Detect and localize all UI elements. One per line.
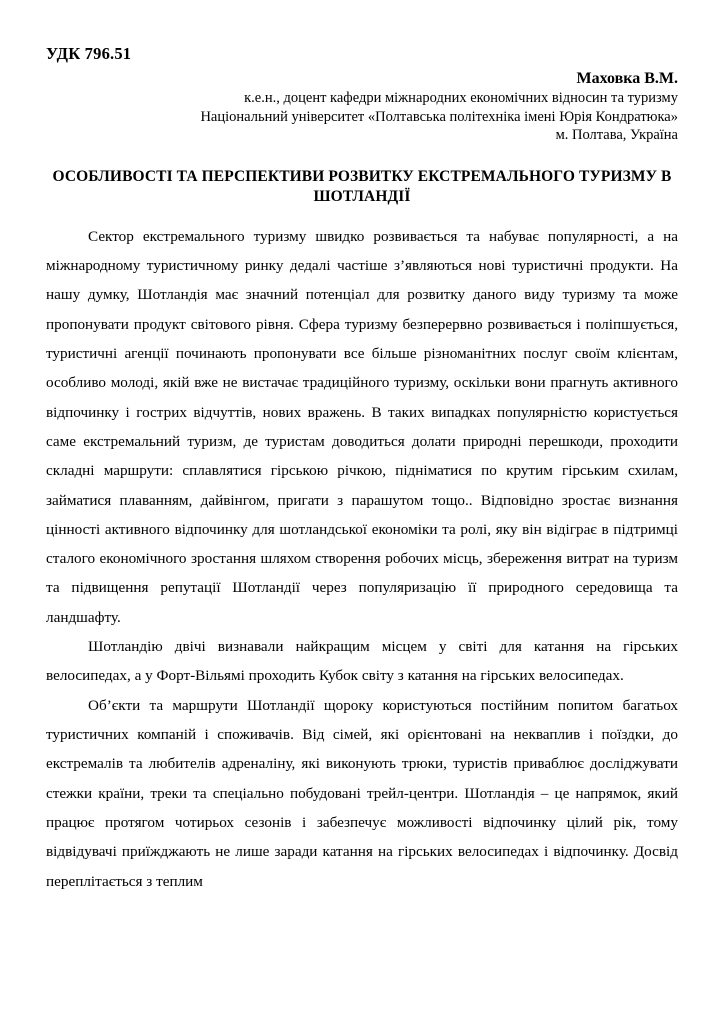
author-name: Маховка В.М.: [576, 70, 678, 87]
body-paragraph-1: Сектор екстремального туризму швидко розвивається та набуває популярності, а на міжнародному туристичному ринку дедалі частіше з’являються нові туристичні продукти. На нашу думку, Шотландія має значний потенціал для розвитку даного виду туризму та може пропонувати продукт світового рівня. Сфера туризму безперервно розвивається і поліпшується, туристичні агенції починають пропонувати все більше різноманітних послуг своїм клієнтам, особливо молоді, якій вже не вистачає традиційного туризму, оскільки вони прагнуть активного відпочинку і гострих відчуттів, нових вражень. В таких випадках популярністю користується саме екстремальний туризм, де туристам доводиться долати природні перешкоди, проходити складні маршрути: сплавлятися гірською річкою, підніматися по крутим гірським схилам, займатися плаванням, дайвінгом, пригати з парашутом тощо.. Відповідно зростає визнання цінності активного відпочинку для шотландської економіки та ролі, яку він відіграє в підтримці сталого економічного зростання шляхом створення робочих місць, збереження витрат на туризм та підвищення репутації Шотландії через популяризацію її природного середовища та ландшафту.: [46, 227, 678, 626]
author-affiliation-line-3: м. Полтава, Україна: [555, 127, 678, 144]
author-affiliation-line-1: к.е.н., доцент кафедри міжнародних економічних відносин та туризму: [244, 90, 678, 106]
body-paragraph-2: Шотландію двічі визнавали найкращим місцем у світі для катання на гірських велосипедах, а у Форт-Вільямі проходить Кубок світу з катання на гірських велосипедах.: [46, 638, 678, 685]
body-paragraph-3: Об’єкти та маршрути Шотландії щороку користуються постійним попитом багатьох туристичних компаній і споживачів. Від сімей, які орієнтовані на некваплив і поїздки, до екстремалів та любителів адреналіну, які виконують трюки, туристів приваблює досліджувати стежки країни, треки та спеціально побудовані трейл-центри. Шотландія – це напрямок, який працює протягом чотирьох сезонів і забезпечує можливості відпочинку цілий рік, тому відвідувачі приїжджають не лише заради катання на гірських велосипедах і відпочинку. Досвід переплітається з теплим: [46, 696, 678, 890]
author-affiliation-line-2: Національний університет «Полтавська політехніка імені Юрія Кондратюка»: [200, 108, 678, 125]
udk-code: УДК 796.51: [46, 44, 132, 63]
page-title: ОСОБЛИВОСТІ ТА ПЕРСПЕКТИВИ РОЗВИТКУ ЕКСТРЕМАЛЬНОГО ТУРИЗМУ В ШОТЛАНДІЇ: [52, 167, 672, 206]
